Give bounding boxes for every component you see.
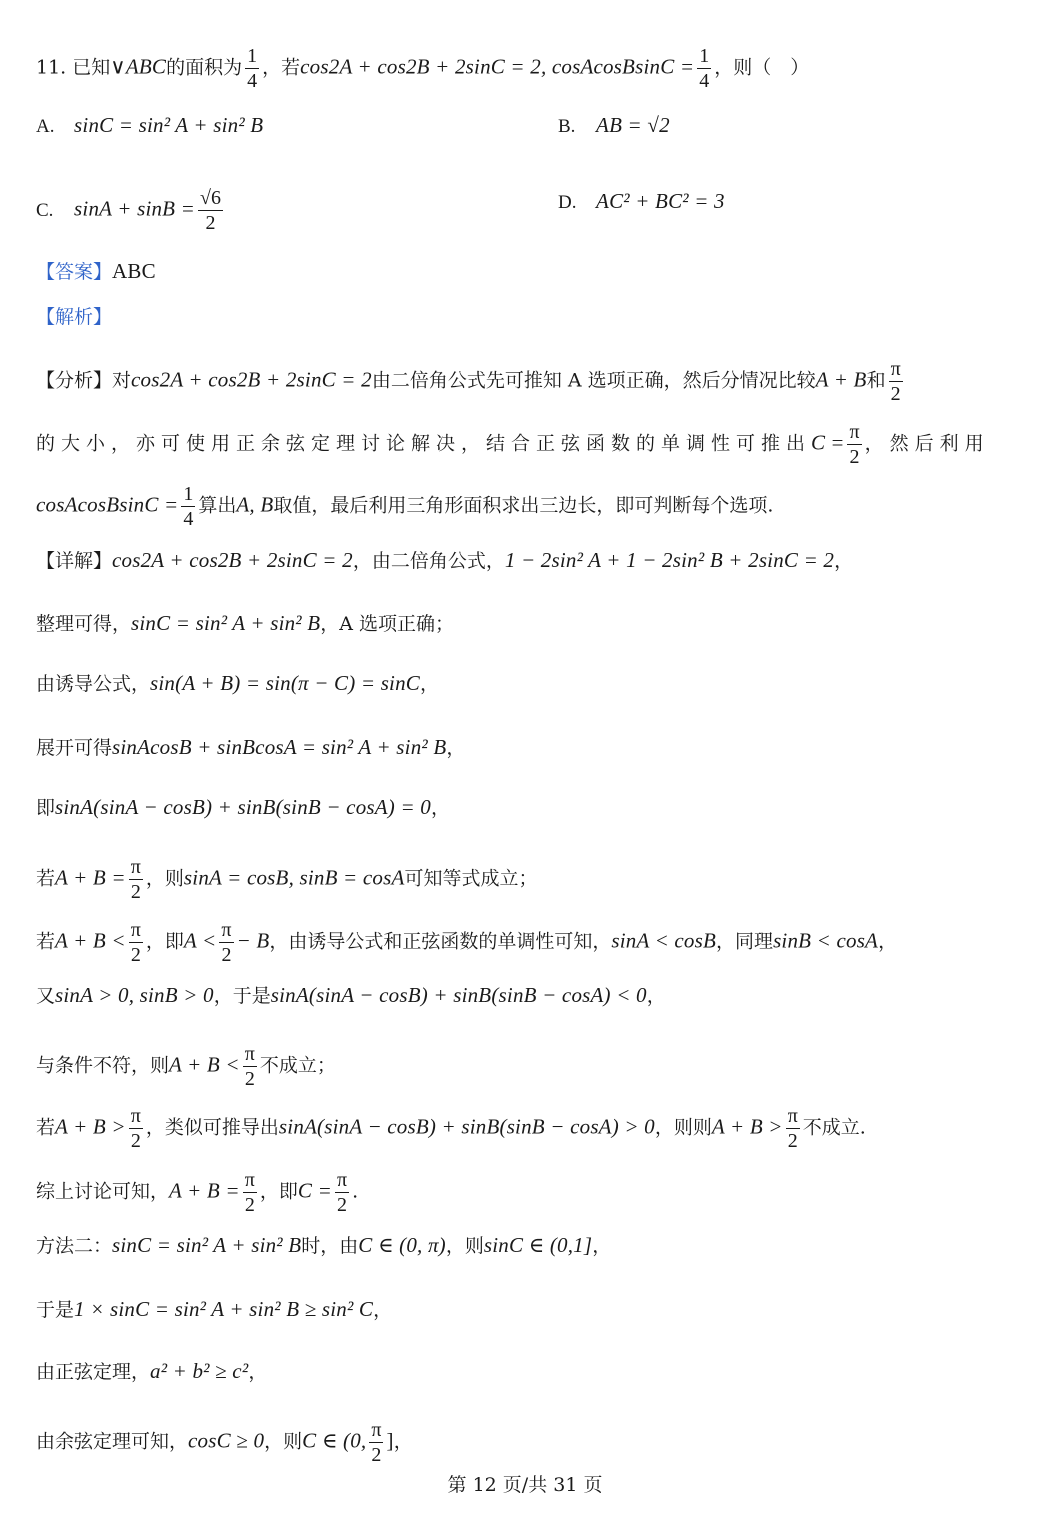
detail-line-8: 又sinA > 0, sinB > 0，于是sinA(sinA − cosB) + sinB(sinB − cosA) < 0，: [36, 983, 666, 1007]
condition-fraction: $\frac{1}{4}$: [699, 45, 710, 92]
detail-line-7: 若A + B < $\frac{\pi}{2}$ ，即A < $\frac{\pi}{2}$ − B，由诱导公式和正弦函数的单调性可知，sinA < cosB，同理sinB < cosA，: [36, 919, 898, 966]
answer-line: [36, 256, 1014, 287]
detail-line-3: 由诱导公式，sin(A + B) = sin(π − C) = sinC，: [36, 671, 440, 695]
answer-tag: 【答案】: [36, 261, 113, 283]
answer-value: ABC: [112, 259, 156, 283]
detail-line-4: 展开可得sinAcosB + sinBcosA = sin² A + sin² B，: [36, 735, 466, 759]
triangle-symbol: ∨ABC: [110, 54, 167, 79]
fenxi-line-2: 的大小，亦可使用正余弦定理讨论解决，结合正弦函数的单调性可推出C = $\frac{\pi}{2}$ ，然后利用: [36, 421, 990, 468]
question-number: 11.: [36, 56, 67, 79]
analysis-tag: 【解析】: [36, 306, 113, 328]
option-c-text: sinA + sinB =: [74, 196, 196, 221]
option-b-label: B.: [558, 116, 576, 137]
option-d-label: D.: [558, 192, 577, 213]
option-row-ab: [36, 110, 1014, 142]
option-c-fraction: $\frac{√6}{2}$: [200, 187, 222, 234]
detail-line-15: 由余弦定理可知，cosC ≥ 0，则C ∈ (0, $\frac{\pi}{2}$ ]，: [36, 1419, 413, 1466]
detail-line-12: 方法二：sinC = sin² A + sin² B时，由C ∈ (0, π)，则sinC ∈ (0,1]，: [36, 1233, 612, 1257]
option-row-cd: [36, 186, 1014, 235]
option-d-text: AC² + BC² = 3: [596, 189, 725, 213]
detail-line-5: 即sinA(sinA − cosB) + sinB(sinB − cosA) = 0，: [36, 795, 450, 819]
fenxi-line-1: 【分析】对cos2A + cos2B + 2sinC = 2由二倍角公式先可推知 A 选项正确，然后分情况比较A + B和 $\frac{\pi}{2}$: [36, 358, 901, 405]
condition-expression: cos2A + cos2B + 2sinC = 2, cosAcosBsinC =: [300, 54, 695, 79]
option-c-label: C.: [36, 199, 54, 221]
analysis-line: [36, 302, 1014, 332]
fenxi-line-3: cosAcosBsinC = $\frac{1}{4}$ 算出A, B取值，最后利用三角形面积求出三边长，即可判断每个选项.: [36, 483, 774, 530]
detail-tag: 【详解】: [36, 550, 113, 572]
detail-line-10: 若A + B > $\frac{\pi}{2}$ ，类似可推导出sinA(sinA − cosB) + sinB(sinB − cosA) > 0，则则A + B > $\frac{\pi}{2}$ 不成立.: [36, 1105, 866, 1152]
detail-line-13: 于是1 × sinC = sin² A + sin² B ≥ sin² C，: [36, 1297, 393, 1321]
detail-line-6: 若A + B = $\frac{\pi}{2}$ ，则sinA = cosB, sinB = cosA可知等式成立；: [36, 856, 538, 903]
detail-line-14: 由正弦定理，a² + b² ≥ c²，: [36, 1359, 268, 1383]
detail-line-11: 综上讨论可知，A + B = $\frac{\pi}{2}$ ，即C = $\frac{\pi}{2}$ .: [36, 1169, 359, 1216]
detail-line-9: 与条件不符，则A + B < $\frac{\pi}{2}$ 不成立；: [36, 1043, 336, 1090]
page-footer: 第 12 页/共 31 页: [447, 1474, 603, 1496]
area-fraction: $\frac{1}{4}$: [247, 45, 258, 92]
option-b-text: AB = √2: [596, 113, 670, 137]
detail-line-2: 整理可得，sinC = sin² A + sin² B，A 选项正确；: [36, 611, 455, 635]
fenxi-tag: 【分析】: [36, 369, 113, 392]
detail-line-1: 【详解】cos2A + cos2B + 2sinC = 2，由二倍角公式，1 − 2sin² A + 1 − 2sin² B + 2sinC = 2，: [36, 548, 854, 572]
option-a-text: sinC = sin² A + sin² B: [74, 113, 264, 137]
option-a-label: A.: [36, 116, 55, 137]
question-stem: 11. 已知∨ABC的面积为 $\frac{1}{4}$ ，若cos2A + cos2B + 2sinC = 2, cosAcosBsinC = $\frac{1}{4}$ ，则（ ）: [36, 45, 810, 92]
